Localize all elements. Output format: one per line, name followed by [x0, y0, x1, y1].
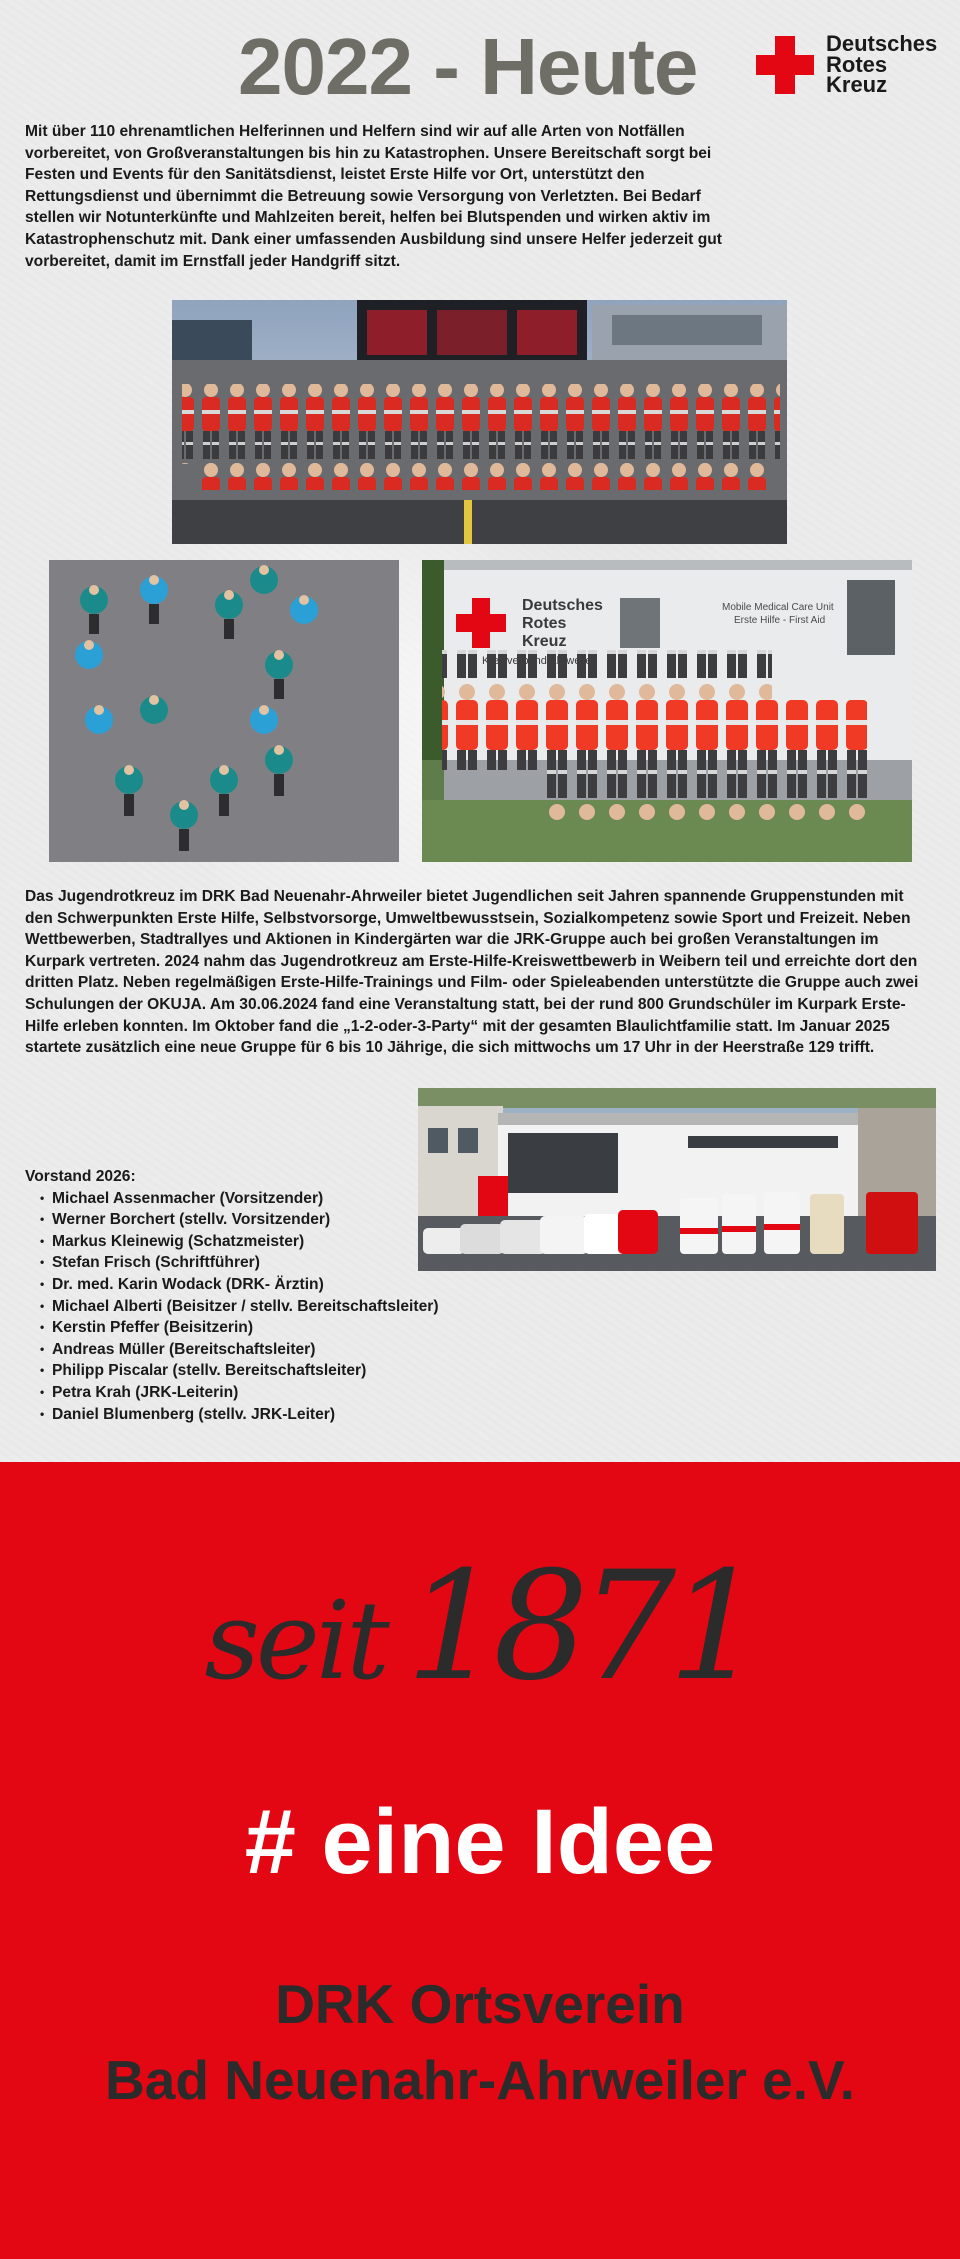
- youth-heart-photo: [49, 560, 399, 862]
- board-member: • Werner Borchert (stellv. Vorsitzender): [25, 1209, 465, 1231]
- board-member: • Michael Assenmacher (Vorsitzender): [25, 1188, 465, 1210]
- board-member: • Markus Kleinewig (Schatzmeister): [25, 1231, 465, 1253]
- trailer-text-3: Kreuz: [522, 633, 567, 650]
- hashtag-slogan: # eine Idee: [244, 1791, 716, 1893]
- red-cross-icon: [756, 36, 814, 94]
- page-title: 2022 - Heute: [238, 22, 698, 111]
- trailer-text-2: Rotes: [522, 615, 567, 632]
- board-member: • Andreas Müller (Bereitschaftsleiter): [25, 1339, 465, 1361]
- board-section: [25, 1166, 465, 1425]
- board-member: • Stefan Frisch (Schriftführer): [25, 1252, 465, 1274]
- since-year: 1871: [405, 1540, 756, 1714]
- drk-logo: [756, 31, 946, 97]
- trailer-group-photo: [422, 560, 912, 862]
- jrk-paragraph: Das Jugendrotkreuz im DRK Bad Neuenahr-Ahrweiler bietet Jugendlichen seit Jahren spannende Gruppenstunden mit den Schwerpunkten Erste Hilfe, Selbstvorsorge, Umweltbewusstsein, Sozialkompetenz sowie Sport und Freizeit. Neben Wettbewerben, Stadtrallyes und Aktionen in Kindergärten war die JRK-Gruppe auch bei großen Veranstaltungen im Kurpark vertreten. 2024 nahm das Jugendrotkreuz am Erste-Hilfe-Kreiswettbewerb in Weibern teil und erreichte dort den dritten Platz. Neben regelmäßigen Erste-Hilfe-Trainings und Film- oder Spieleabenden unterstützte die Gruppe auch zwei Schulungen der OKUJA. Am 30.06.2024 fand eine Veranstaltung statt, bei der rund 800 Grundschüler im Kurpark Erste-Hilfe erleben konnten. Im Oktober fand die „1-2-oder-3-Party“ mit der gesamten Blaulichtfamilie statt. Im Januar 2025 startete zusätzlich eine neue Gruppe für 6 bis 10 Jährige, die sich mittwochs um 17 Uhr in der Heerstraße 129 trifft.: [25, 888, 919, 1057]
- station-fleet-photo: [418, 1088, 936, 1271]
- intro-paragraph: Mit über 110 ehrenamtlichen Helferinnen und Helfern sind wir auf alle Arten von Notfällen vorbereitet, von Großveranstaltungen bis hin zu Katastrophen. Unsere Bereitschaft sorgt bei Festen und Events für den Sanitätsdienst, leistet Erste Hilfe vor Ort, unterstützt den Rettungsdienst und übernimmt die Betreuung sowie Versorgung von Verletzten. Bei Bedarf stellen wir Notunterkünfte und Mahlzeiten bereit, helfen bei Blutspenden und wirken aktiv im Katastrophenschutz mit. Dank einer umfassenden Ausbildung sind unsere Helfer jederzeit gut vorbereitet, damit im Ernstfall jeder Handgriff sitzt.: [25, 123, 722, 270]
- board-member: • Kerstin Pfeffer (Beisitzerin): [25, 1317, 465, 1339]
- board-member: • Michael Alberti (Beisitzer / stellv. Bereitschaftsleiter): [25, 1296, 465, 1318]
- trailer-sign-1: Mobile Medical Care Unit: [722, 602, 834, 613]
- logo-line-3: Kreuz: [826, 72, 888, 97]
- logo-wordmark: [826, 31, 938, 97]
- board-member: • Dr. med. Karin Wodack (DRK- Ärztin): [25, 1274, 465, 1296]
- organization-name: DRK Ortsverein: [275, 1973, 685, 2035]
- board-member-list: [25, 1188, 465, 1426]
- board-member: • Philipp Piscalar (stellv. Bereitschaftsleiter): [25, 1360, 465, 1382]
- since-1871-heading: [0, 1540, 960, 1714]
- organization-location: Bad Neuenahr-Ahrweiler e.V.: [105, 2049, 855, 2111]
- trailer-sign-2: Erste Hilfe - First Aid: [734, 615, 826, 626]
- board-member: • Petra Krah (JRK-Leiterin): [25, 1382, 465, 1404]
- trailer-text-1: Deutsches: [522, 597, 603, 614]
- board-member: • Daniel Blumenberg (stellv. JRK-Leiter): [25, 1404, 465, 1426]
- since-word: seit: [204, 1579, 386, 1704]
- group-photo-stage: [172, 300, 787, 544]
- logo-line-2: Rotes: [826, 51, 888, 77]
- board-title: Vorstand 2026:: [25, 1168, 136, 1185]
- logo-line-1: Deutsches: [826, 31, 938, 56]
